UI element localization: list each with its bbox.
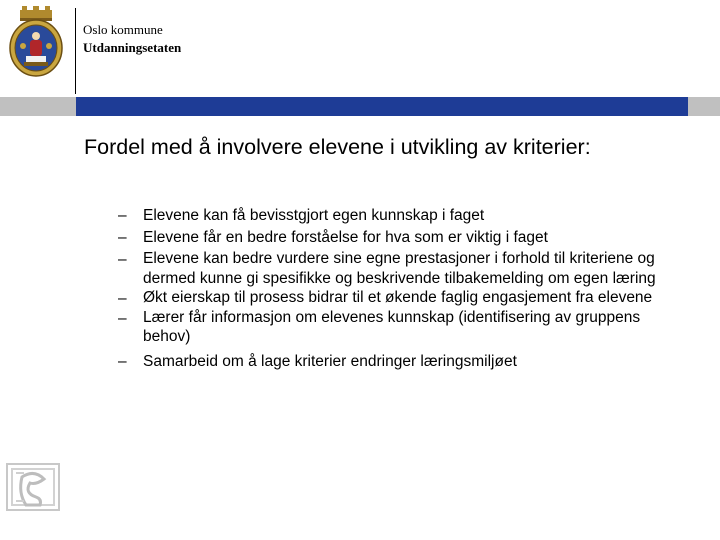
- org-name: Oslo kommune: [83, 22, 163, 37]
- oslo-crest-icon: [8, 6, 64, 82]
- list-item: [118, 351, 678, 373]
- slide-title: Fordel med å involvere elevene i utvikling av kriterier:: [84, 135, 591, 159]
- list-item: [118, 249, 678, 288]
- header-bar-blue: [76, 97, 688, 116]
- bullet-text: Lærer får informasjon om elevenes kunnskap (identifisering av gruppens behov): [143, 308, 641, 345]
- bullet-dash: –: [118, 207, 127, 224]
- list-item: [118, 227, 678, 249]
- bullet-text: Økt eierskap til prosess bidrar til et økende faglig engasjement fra elevene: [143, 289, 653, 306]
- bullet-text: Samarbeid om å lage kriterier endringer læringsmiljøet: [143, 352, 517, 370]
- bullet-dash: –: [118, 251, 127, 268]
- department-name: Utdanningsetaten: [83, 40, 182, 55]
- bullet-dash: –: [118, 229, 127, 246]
- list-item: [118, 308, 678, 347]
- bullet-dash: –: [118, 352, 127, 370]
- bullet-list: [118, 205, 678, 373]
- list-item: [118, 205, 678, 227]
- bullet-dash: –: [118, 309, 127, 327]
- bullet-text: Elevene får en bedre forståelse for hva som er viktig i faget: [143, 229, 548, 246]
- bullet-text: Elevene kan få bevisstgjort egen kunnskap i faget: [143, 207, 485, 224]
- organization-block: [83, 21, 181, 57]
- list-item: [118, 288, 678, 308]
- oslo-mark-icon: [6, 463, 60, 511]
- bullet-dash: –: [118, 290, 127, 307]
- header-divider: [75, 8, 76, 94]
- bullet-text: Elevene kan bedre vurdere sine egne prestasjoner i forhold til kriteriene og dermed kunne gi spesifikke og beskrivende tilbakemelding om egen læring: [143, 250, 656, 287]
